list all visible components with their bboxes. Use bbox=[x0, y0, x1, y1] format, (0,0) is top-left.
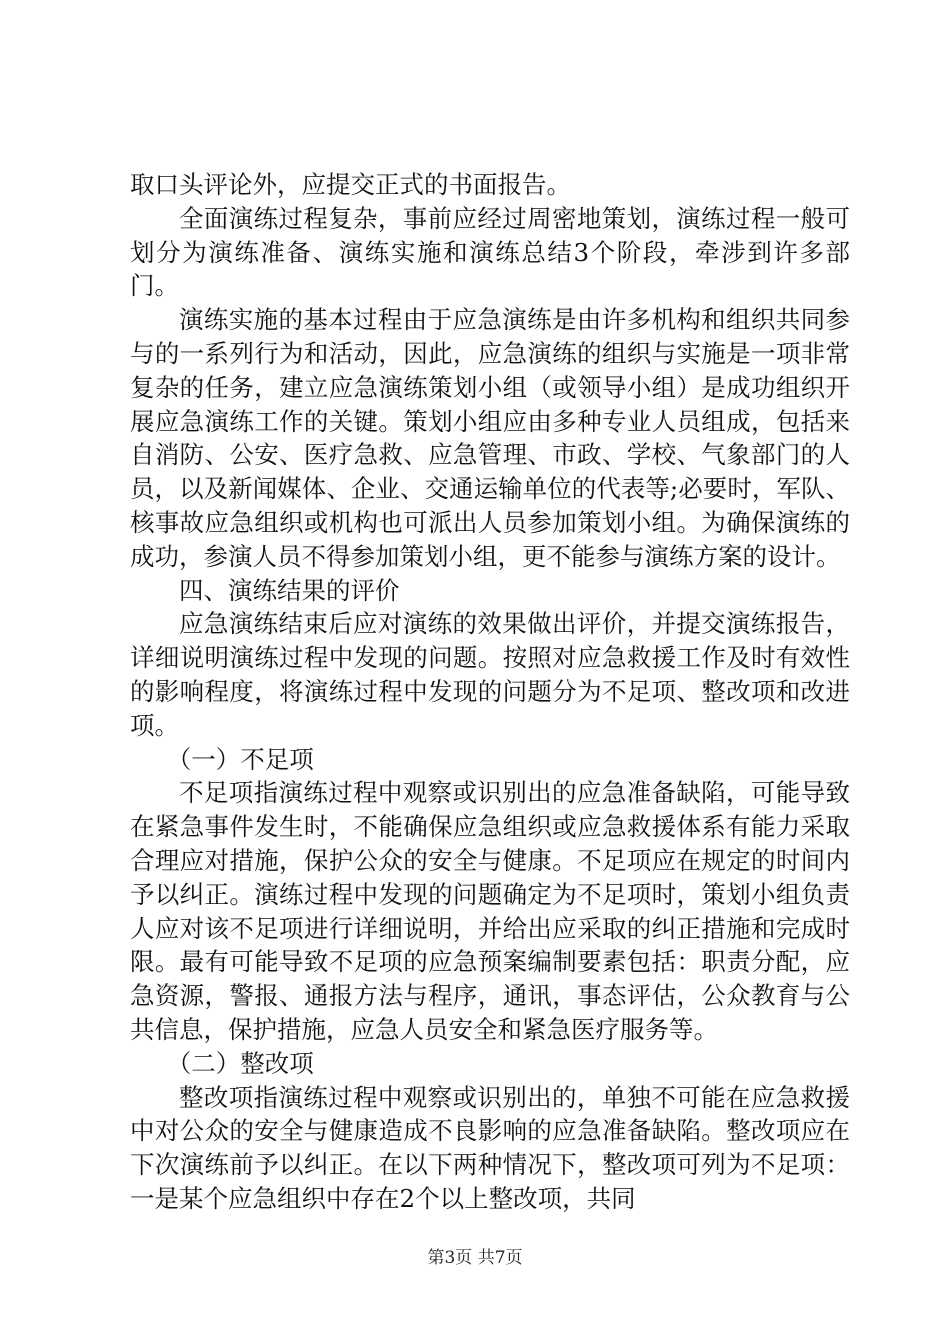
document-body bbox=[130, 168, 850, 1216]
paragraph-full-exercise: 全面演练过程复杂，事前应经过周密地策划，演练过程一般可划分为演练准备、演练实施和演练总结3个阶段，牵涉到许多部门。 bbox=[130, 203, 850, 301]
paragraph-exercise-implementation: 演练实施的基本过程由于应急演练是由许多机构和组织共同参与的一系列行为和活动，因此，应急演练的组织与实施是一项非常复杂的任务，建立应急演练策划小组（或领导小组）是成功组织开展应急演练工作的关键。策划小组应由多种专业人员组成，包括来自消防、公安、医疗急救、应急管理、市政、学校、气象部门的人员，以及新闻媒体、企业、交通运输单位的代表等;必要时，军队、核事故应急组织或机构也可派出人员参加策划小组。为确保演练的成功，参演人员不得参加策划小组，更不能参与演练方案的设计。 bbox=[130, 305, 850, 571]
section-heading-evaluation: 四、演练结果的评价 bbox=[179, 575, 400, 605]
paragraph-deficiency: 不足项指演练过程中观察或识别出的应急准备缺陷，可能导致在紧急事件发生时，不能确保应急组织或应急救援体系有能力采取合理应对措施，保护公众的安全与健康。不足项应在规定的时间内予以纠正。演练过程中发现的问题确定为不足项时，策划小组负责人应对该不足项进行详细说明，并给出应采取的纠正措施和完成时限。最有可能导致不足项的应急预案编制要素包括：职责分配，应急资源，警报、通报方法与程序，通讯，事态评估，公众教育与公共信息，保护措施，应急人员安全和紧急医疗服务等。 bbox=[130, 778, 850, 1044]
paragraph-rectification: 整改项指演练过程中观察或识别出的，单独不可能在应急救援中对公众的安全与健康造成不良影响的应急准备缺陷。整改项应在下次演练前予以纠正。在以下两种情况下，整改项可列为不足项：一是某个应急组织中存在2个以上整改项，共同 bbox=[130, 1082, 850, 1213]
subheading-rectification: （二）整改项 bbox=[166, 1048, 314, 1078]
page-number-footer: 第3页 共7页 bbox=[427, 1248, 523, 1268]
paragraph-continuation: 取口头评论外，应提交正式的书面报告。 bbox=[130, 170, 571, 199]
paragraph-evaluation: 应急演练结束后应对演练的效果做出评价，并提交演练报告，详细说明演练过程中发现的问题。按照对应急救援工作及时有效性的影响程度，将演练过程中发现的问题分为不足项、整改项和改进项。 bbox=[130, 609, 850, 740]
subheading-deficiency: （一）不足项 bbox=[166, 744, 314, 774]
